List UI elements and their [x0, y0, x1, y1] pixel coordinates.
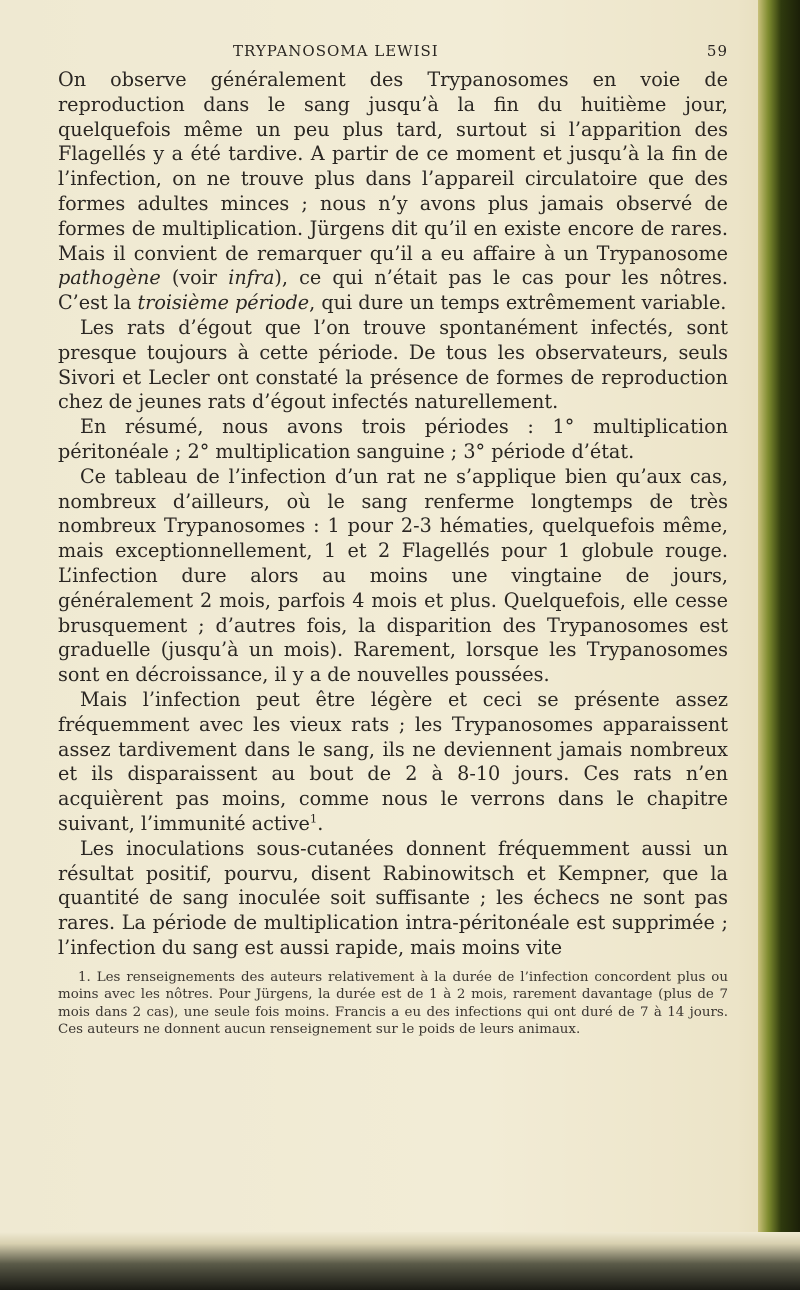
emphasis: pathogène	[58, 266, 161, 290]
book-spine-edge	[758, 0, 800, 1290]
paragraph: On observe généralement des Trypanosomes en voie de reproduction dans le sang jusqu’à la fin du huitième jour, quelquefois même un peu plus tard, surtout si l’apparition des Flagellés y a été tardive. A partir de ce moment et jusqu’à la fin de l’infection, on ne trouve plus dans l’appareil circulatoire que des formes adultes minces ; nous n’y avons plus jamais observé de formes de multiplication. Jürgens dit qu’il en existe encore de rares. Mais il convient de remarquer qu’il a eu affaire à un Trypanosome pathogène (voir infra), ce qui n’était pas le cas pour les nôtres. C’est la troisième période, qui dure un temps extrêmement variable.	[58, 68, 728, 315]
emphasis: infra	[228, 266, 275, 290]
running-head	[58, 42, 728, 68]
paragraph: Les inoculations sous-cutanées donnent fréquemment aussi un résultat positif, pourvu, disent Rabinowitsch et Kempner, que la quantité de sang inoculée soit suffisante ; les échecs ne sont pas rares. La période de multiplication intra-péritonéale est supprimée ; l’infection du sang est aussi rapide, mais moins vite	[58, 836, 728, 959]
running-title: TRYPANOSOMA LEWISI	[233, 42, 439, 60]
paragraph: Ce tableau de l’infection d’un rat ne s’applique bien qu’aux cas, nombreux d’ailleurs, où le sang renferme longtemps de très nombreux Trypanosomes : 1 pour 2-3 hématies, quelquefois même, mais exceptionnellement, 1 et 2 Flagellés pour 1 globule rouge. L’infection dure alors au moins une vingtaine de jours, généralement 2 mois, parfois 4 mois et plus. Quelquefois, elle cesse brusquement ; d’autres fois, la disparition des Trypanosomes est graduelle (jusqu’à un mois). Rarement, lorsque les Trypanosomes sont en décroissance, il y a de nouvelles poussées.	[58, 464, 728, 687]
emphasis: troisième période	[137, 291, 310, 315]
body-text	[58, 68, 728, 961]
page-bottom-shadow	[0, 1232, 800, 1290]
paragraph: Les rats d’égout que l’on trouve spontanément infectés, sont presque toujours à cette période. De tous les observateurs, seuls Sivori et Lecler ont constaté la présence de formes de reproduction chez de jeunes rats d’égout infectés naturellement.	[58, 315, 728, 414]
footnote: 1. Les renseignements des auteurs relativement à la durée de l’infection concordent plus ou moins avec les nôtres. Pour Jürgens, la durée est de 1 à 2 mois, rarement davantage (plus de 7 mois dans 2 cas), une seule fois moins. Francis a eu des infections qui ont duré de 7 à 14 jours. Ces auteurs ne donnent aucun renseignement sur le poids de leurs animaux.	[58, 969, 728, 1037]
page-number: 59	[706, 42, 728, 60]
footnote-reference: 1	[309, 811, 318, 826]
paragraph: En résumé, nous avons trois périodes : 1° multiplication péritonéale ; 2° multiplication sanguine ; 3° période d’état.	[58, 415, 728, 463]
footnotes	[58, 969, 728, 1039]
page-content	[58, 42, 728, 1038]
paragraph: Mais l’infection peut être légère et ceci se présente assez fréquemment avec les vieux rats ; les Trypanosomes apparaissent assez tardivement dans le sang, ils ne deviennent jamais nombreux et ils disparaissent au bout de 2 à 8-10 jours. Ces rats n’en acquièrent pas moins, comme nous le verrons dans le chapitre suivant, l’immunité active$^1$.	[58, 687, 728, 835]
